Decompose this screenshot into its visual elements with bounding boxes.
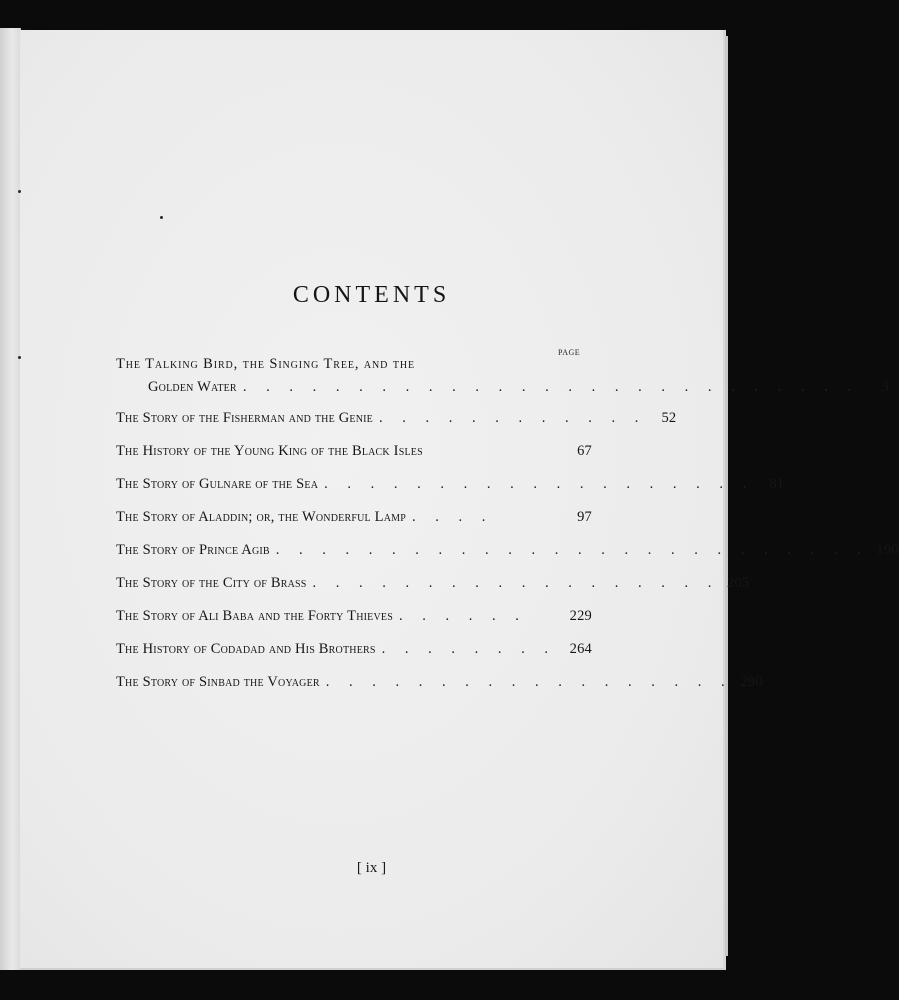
book-page <box>20 30 899 970</box>
toc-entry-line <box>116 443 592 460</box>
toc-entry-page: 229 <box>569 608 592 624</box>
toc-entry <box>116 641 592 658</box>
toc-entry <box>116 356 889 396</box>
toc-entry-page: 205 <box>727 575 750 591</box>
toc-entry-line <box>116 608 592 625</box>
toc-entry <box>116 674 763 691</box>
toc-entry-page: 190 <box>876 542 899 558</box>
dot-leader: . . . . . . . . . . . . . . . . . . . . . . . . . . . <box>242 379 859 395</box>
paper-speck <box>160 216 163 219</box>
dot-leader: . . . . . . . . . . . . . . . . . . <box>325 674 733 690</box>
dot-leader: . . . . . . <box>398 608 527 624</box>
dot-leader: . . . . . . . . . . . . . . . . . . . <box>324 476 755 492</box>
toc-entry <box>116 608 592 625</box>
toc-entry-line <box>116 641 592 658</box>
toc-entry-line <box>116 575 750 592</box>
toc-entry-page: 3 <box>881 379 889 395</box>
toc-entry-title: The History of Codadad and His Brothers <box>116 641 376 657</box>
toc-entry <box>116 509 592 526</box>
book-spine <box>0 28 21 970</box>
toc-entry-title: The Story of the City of Brass <box>116 575 307 591</box>
contents-heading: CONTENTS <box>292 282 451 308</box>
paper-speck <box>18 190 21 193</box>
toc-entry-title: The History of the Young King of the Black Isles <box>116 443 423 459</box>
toc-entry-line <box>116 509 592 526</box>
toc-entry-line <box>116 379 889 396</box>
toc-entry <box>116 542 899 559</box>
toc-entry-line <box>116 542 899 559</box>
paper-speck <box>18 356 21 359</box>
toc-entry-line <box>116 410 677 427</box>
page-column-label: PAGE <box>558 348 581 357</box>
toc-entry-page: 67 <box>577 443 592 459</box>
toc-entry-title: The Story of Gulnare of the Sea <box>116 476 319 492</box>
toc-entry-title: The Story of the Fisherman and the Genie <box>116 410 373 426</box>
dot-leader: . . . . . . . . . . . . <box>378 410 647 426</box>
toc-entry-title: The Story of Prince Agib <box>116 542 270 558</box>
toc-entry-page: 81 <box>769 476 785 492</box>
toc-entry-page: 52 <box>661 410 677 426</box>
toc-entry-page: 264 <box>569 641 592 657</box>
toc-entry-title: The Talking Bird, the Singing Tree, and the <box>116 356 415 372</box>
toc-entry-page: 97 <box>577 509 592 525</box>
toc-entry-title: The Story of Sinbad the Voyager <box>116 674 320 690</box>
toc-entry-page: 290 <box>740 674 763 690</box>
dot-leader: . . . . <box>411 509 494 525</box>
page-edge <box>725 36 728 956</box>
toc-entry-line <box>116 674 763 691</box>
page-folio: [ ix ] <box>356 860 387 876</box>
toc-entry-title-continued: Golden Water <box>148 379 237 395</box>
toc-entry <box>116 410 677 427</box>
toc-entry-title: The Story of Aladdin; or, the Wonderful Lamp <box>116 509 406 525</box>
table-of-contents <box>116 356 899 691</box>
dot-leader: . . . . . . . . <box>381 641 557 657</box>
toc-entry-line <box>116 476 785 493</box>
dot-leader: . . . . . . . . . . . . . . . . . . <box>312 575 720 591</box>
dot-leader: . . . . . . . . . . . . . . . . . . . . . . . . . . <box>275 542 869 558</box>
toc-entry <box>116 476 785 493</box>
toc-entry-title: The Story of Ali Baba and the Forty Thieves <box>116 608 393 624</box>
toc-entry <box>116 443 592 460</box>
toc-entry-line <box>116 356 592 373</box>
toc-entry <box>116 575 750 592</box>
